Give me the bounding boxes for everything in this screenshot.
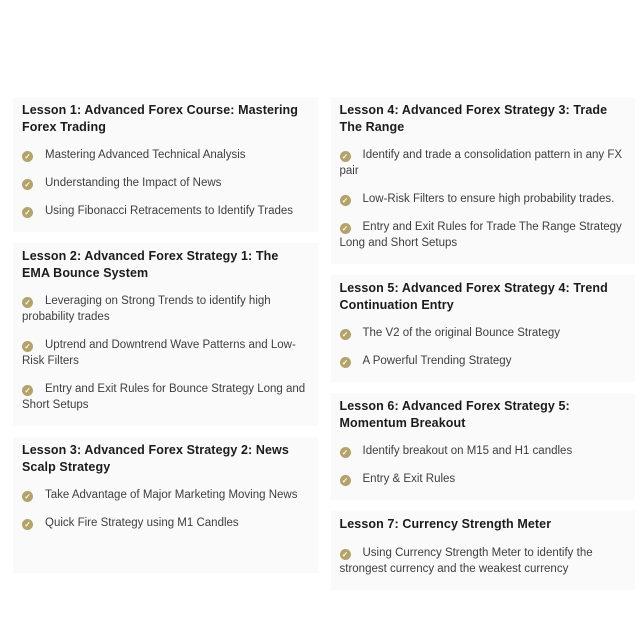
check-icon: ✓ <box>340 357 351 368</box>
check-icon: ✓ <box>22 207 33 218</box>
check-icon: ✓ <box>340 447 351 458</box>
lesson-title: Lesson 5: Advanced Forex Strategy 4: Trend Continuation Entry <box>339 281 608 312</box>
lesson-card <box>331 393 636 500</box>
lesson-title: Lesson 7: Currency Strength Meter <box>339 517 552 531</box>
check-icon: ✓ <box>340 223 351 234</box>
lesson-card <box>331 511 636 590</box>
lesson-item <box>22 293 308 325</box>
lesson-item <box>22 487 308 503</box>
lesson-item-label: Using Fibonacci Retracements to Identify Trades <box>45 205 294 217</box>
lesson-item <box>22 381 308 413</box>
lesson-item-label: Understanding the Impact of News <box>45 177 222 189</box>
lesson-card <box>331 97 636 264</box>
lesson-card <box>13 97 318 232</box>
lesson-item-label: Entry and Exit Rules for Bounce Strategy Long and Short Setups <box>22 383 306 411</box>
check-icon: ✓ <box>22 179 33 190</box>
lesson-item-label: Using Currency Strength Meter to identify the strongest currency and the weakest currency <box>339 546 593 575</box>
lesson-item-label: Take Advantage of Major Marketing Moving News <box>45 489 298 501</box>
lesson-item <box>22 147 308 163</box>
course-curriculum <box>13 97 635 573</box>
lesson-item <box>340 147 626 179</box>
lesson-item-label: Low-Risk Filters to ensure high probability trades. <box>362 193 615 205</box>
lesson-item-label: A Powerful Trending Strategy <box>362 355 512 367</box>
lesson-item <box>22 175 308 191</box>
curriculum-column-2 <box>331 97 636 573</box>
lesson-item-label: Identify breakout on M15 and H1 candles <box>362 445 573 457</box>
lesson-item-label: Leveraging on Strong Trends to identify high probability trades <box>22 295 271 323</box>
check-icon: ✓ <box>22 341 33 352</box>
lesson-item <box>340 353 626 369</box>
lesson-item <box>340 471 626 487</box>
lesson-item <box>22 203 308 219</box>
check-icon: ✓ <box>22 151 33 162</box>
lesson-title: Lesson 4: Advanced Forex Strategy 3: Trade The Range <box>339 103 608 134</box>
lesson-card <box>331 275 636 382</box>
lesson-item <box>340 545 626 577</box>
lesson-item-label: Entry & Exit Rules <box>362 473 456 485</box>
check-icon: ✓ <box>22 297 33 308</box>
lesson-item-label: Entry and Exit Rules for Trade The Range Strategy Long and Short Setups <box>339 221 622 249</box>
check-icon: ✓ <box>340 329 351 340</box>
lesson-title: Lesson 6: Advanced Forex Strategy 5: Momentum Breakout <box>339 399 570 430</box>
lesson-item <box>22 515 308 531</box>
lesson-title: Lesson 3: Advanced Forex Strategy 2: News Scalp Strategy <box>22 443 289 474</box>
lesson-item <box>340 325 626 341</box>
lesson-item-label: The V2 of the original Bounce Strategy <box>362 327 561 339</box>
lesson-item-label: Uptrend and Downtrend Wave Patterns and Low-Risk Filters <box>22 339 296 367</box>
lesson-card <box>13 437 318 573</box>
lesson-title: Lesson 1: Advanced Forex Course: Mastering Forex Trading <box>22 103 299 134</box>
check-icon: ✓ <box>340 195 351 206</box>
check-icon: ✓ <box>22 519 33 530</box>
lesson-item-label: Mastering Advanced Technical Analysis <box>45 149 246 161</box>
lesson-item <box>340 443 626 459</box>
check-icon: ✓ <box>340 475 351 486</box>
check-icon: ✓ <box>340 151 351 162</box>
lesson-card <box>13 243 318 426</box>
lesson-title: Lesson 2: Advanced Forex Strategy 1: The EMA Bounce System <box>22 249 279 280</box>
lesson-item <box>22 337 308 369</box>
lesson-item-label: Quick Fire Strategy using M1 Candles <box>45 517 239 529</box>
lesson-item-label: Identify and trade a consolidation pattern in any FX pair <box>339 149 623 177</box>
check-icon: ✓ <box>22 491 33 502</box>
curriculum-column-1 <box>13 97 318 573</box>
lesson-item <box>340 191 626 207</box>
lesson-item <box>340 219 626 251</box>
check-icon: ✓ <box>22 385 33 396</box>
check-icon: ✓ <box>340 549 351 560</box>
